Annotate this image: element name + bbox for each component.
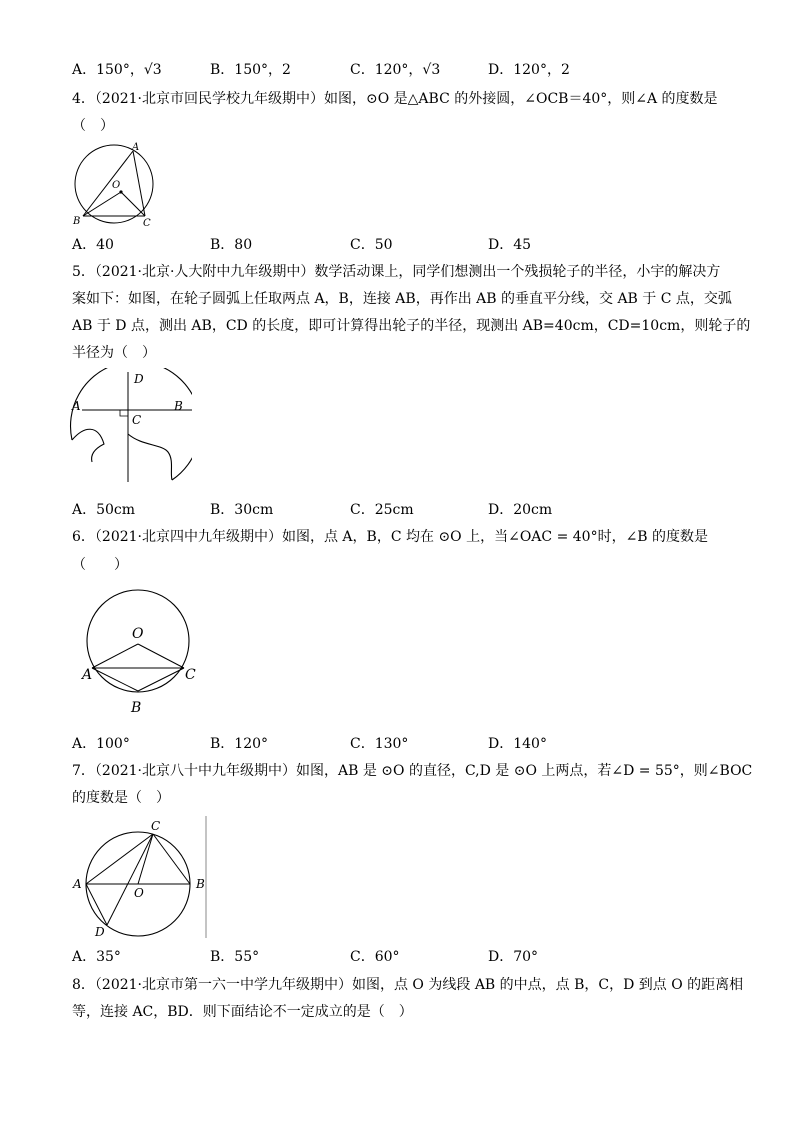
q4-stem-line2: （ ） bbox=[72, 118, 114, 134]
option-b: B．55° bbox=[210, 949, 260, 965]
option-b: B．80 bbox=[210, 237, 253, 253]
label-b: B bbox=[174, 399, 183, 413]
label-a: A bbox=[72, 399, 81, 413]
q6-figure bbox=[78, 576, 208, 718]
label-d: D bbox=[95, 925, 105, 939]
option-b: B．120° bbox=[210, 736, 269, 752]
label-a: A bbox=[82, 667, 93, 683]
q8-stem-line1: 8．（2021·北京市第一六一中学九年级期中）如图，点 O 为线段 AB 的中点，点 B，C，D 到点 O 的距离相 bbox=[72, 977, 744, 993]
label-b: B bbox=[131, 700, 142, 716]
label-o: O bbox=[132, 626, 144, 642]
option-a: A．150°，√3 bbox=[72, 62, 162, 78]
label-c: C bbox=[132, 413, 142, 427]
label-o: O bbox=[134, 886, 144, 900]
label-o: O bbox=[112, 180, 121, 191]
q6-stem-line1: 6．（2021·北京四中九年级期中）如图，点 A，B，C 均在 ⊙O 上，当∠OAC = 40°时，∠B 的度数是 bbox=[72, 529, 709, 545]
q5-options bbox=[72, 500, 712, 520]
label-b: B bbox=[196, 877, 205, 891]
label-d: D bbox=[134, 372, 144, 386]
label-b: B bbox=[73, 216, 81, 227]
q5-stem-line1: 5．（2021·北京·人大附中九年级期中）数学活动课上，同学们想测出一个残损轮子的半径，小宇的解决方 bbox=[72, 264, 721, 280]
option-b: B．150°，2 bbox=[210, 62, 291, 78]
label-c: C bbox=[143, 218, 151, 229]
q4-stem-line1: 4．（2021·北京市回民学校九年级期中）如图，⊙O 是△ABC 的外接圆，∠OCB＝40°，则∠A 的度数是 bbox=[72, 91, 718, 107]
label-a: A bbox=[132, 142, 140, 153]
q8-stem-line2: 等，连接 AC，BD．则下面结论不一定成立的是（ ） bbox=[72, 1004, 413, 1020]
option-a: A．100° bbox=[72, 736, 130, 752]
option-d: D．45 bbox=[488, 237, 532, 253]
option-a: A．40 bbox=[72, 237, 114, 253]
q3-options bbox=[72, 60, 712, 80]
option-c: C．60° bbox=[350, 949, 400, 965]
option-d: D．140° bbox=[488, 736, 547, 752]
q4-options bbox=[72, 235, 712, 255]
q7-figure bbox=[66, 814, 216, 940]
q7-stem-line2: 的度数是（ ） bbox=[72, 790, 170, 806]
q5-stem-line3: AB 于 D 点，测出 AB，CD 的长度，即可计算得出轮子的半径，现测出 AB=40cm，CD=10cm，则轮子的 bbox=[72, 318, 751, 334]
label-c: C bbox=[185, 667, 196, 683]
option-c: C．50 bbox=[350, 237, 393, 253]
option-c: C．120°，√3 bbox=[350, 62, 441, 78]
option-a: A．35° bbox=[72, 949, 121, 965]
label-a: A bbox=[73, 877, 82, 891]
label-c: C bbox=[151, 819, 161, 833]
option-d: D．70° bbox=[488, 949, 539, 965]
option-a: A．50cm bbox=[72, 502, 136, 518]
q5-figure bbox=[62, 368, 192, 486]
option-d: D．120°，2 bbox=[488, 62, 570, 78]
q7-stem-line1: 7．（2021·北京八十中九年级期中）如图，AB 是 ⊙O 的直径，C,D 是 ⊙O 上两点，若∠D = 55°，则∠BOC bbox=[72, 763, 753, 779]
option-b: B．30cm bbox=[210, 502, 274, 518]
q4-figure bbox=[66, 138, 166, 230]
q6-options bbox=[72, 734, 712, 754]
option-d: D．20cm bbox=[488, 502, 553, 518]
q7-options bbox=[72, 947, 712, 967]
option-c: C．25cm bbox=[350, 502, 414, 518]
q5-stem-line2: 案如下：如图，在轮子圆弧上任取两点 A，B，连接 AB，再作出 AB 的垂直平分线，交 AB 于 C 点，交弧 bbox=[72, 291, 732, 307]
q5-stem-line4: 半径为（ ） bbox=[72, 345, 156, 361]
option-c: C．130° bbox=[350, 736, 409, 752]
q6-stem-line2: （ ） bbox=[72, 557, 128, 573]
